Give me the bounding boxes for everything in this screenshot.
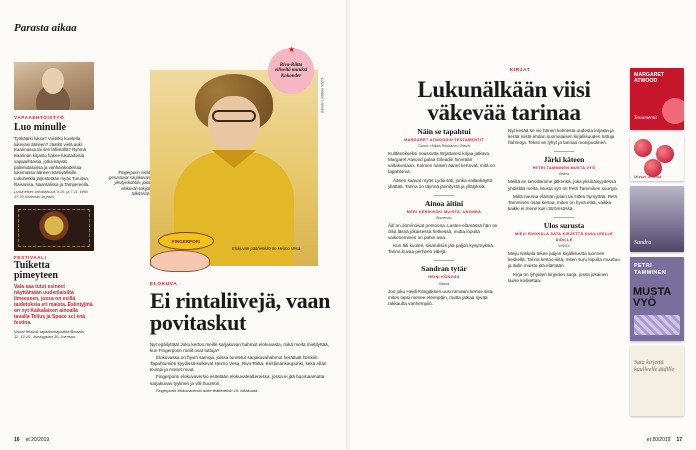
star-icon: ★ — [288, 45, 296, 54]
right-page — [348, 0, 696, 450]
book-cover-kongas — [630, 186, 684, 252]
review-paragraph: Kun äiti kuolee, sisaruksiin jää paljon kysymyksiä. Tarina kuvaa perheen välejä. — [388, 243, 495, 255]
festival-headline: Tuiketta pimeyteen — [14, 260, 58, 282]
book-title: Sandra — [634, 240, 652, 246]
book-title: MUSTA VYÖ — [633, 286, 671, 309]
book-title: Sata kirjettä kuulleelle äidille — [634, 360, 675, 373]
film-headline: Ei rintaliivejä, vaan povitaskut — [150, 288, 331, 335]
review-block — [508, 156, 620, 212]
book-cover-niskala — [630, 346, 684, 416]
divider — [554, 217, 574, 218]
book-author: MARGARET ATWOOD — [634, 72, 664, 84]
review-block — [388, 200, 500, 256]
review-block — [388, 265, 500, 306]
review-subtitle: MERI KERIKOSKI MUISTA, UNOHDA — [406, 209, 482, 214]
review-publisher: Otava — [558, 172, 570, 177]
sidebar-portrait-image — [14, 62, 94, 110]
festival-kicker: FESTIVAALI — [14, 255, 47, 261]
review-publisher: Docendo — [436, 215, 452, 220]
film-kicker: ELOKUVA — [150, 282, 178, 287]
book-cover-atwood — [630, 68, 684, 130]
book-covers — [630, 68, 690, 421]
issue-label: et 20/2019 — [25, 437, 50, 443]
berry-decoration — [634, 139, 652, 157]
books-headline: Lukunälkään viisi väkevää tarinaa — [417, 77, 591, 125]
review-block — [508, 222, 620, 284]
review-subtitle: MARGARET ATWOODIN TESTAMENTIT — [404, 138, 484, 142]
film-body — [150, 342, 336, 395]
hero-face — [208, 96, 260, 152]
sidebar-headline: Luo minulle — [14, 122, 66, 133]
review-column-1 — [388, 128, 500, 312]
film-meta: Fingerporin elokuvaversio tulee teattereihin 16. lokakuuta. — [156, 387, 259, 393]
review-paragraph: Mikä nauraa elämän jotain tai sitten hymyttää. Petri Tamminen osaa kertoa, miten on hyvä elää, vaikka kaikki ei mene kuin Strömsössä. — [508, 193, 618, 211]
review-title: Näin se tapahtui — [417, 127, 471, 136]
hero-glasses — [212, 110, 256, 122]
badge-text: Riva-Riitta eiliseltä muuksi Kokonder — [274, 62, 308, 79]
book-cover-tamminen — [630, 257, 684, 341]
section-title: Parasta aikaa — [14, 22, 77, 34]
gutter — [346, 0, 350, 450]
review-title: Järki käteen — [543, 155, 585, 165]
book-cover-kerikoski — [630, 135, 684, 181]
film-paragraph: Elokuvassa on hyvin samoja, joissa tunnetut sarjakuvahahmot heräävät henkiin. Tapahtumien kyydissä kulkevat Heimo Vesa, Rivo-Riitta, Kristiinankaupunki, sekä Allan Kumpi ja monet muut. — [150, 355, 327, 373]
review-subtitle: MIELI RUOKALA SATA KIRJETTÄ KUULLEELLE ÄIDILLE — [515, 231, 613, 243]
flower-decoration — [634, 315, 680, 335]
divider — [434, 260, 454, 261]
caption-badge — [268, 45, 314, 94]
cartoon-figure — [150, 250, 210, 272]
review-paragraph: Kulttiteokseksi noussutta Orjattaresi kirjaa jatkava Margaret Atwood palaa Gileadin hirveään valtakuntaan. Kolmen naisen äänet kertovat, mitä on tapahtunut. — [388, 151, 495, 175]
film-paragraph: Fingerporin elokuvaversio esitetään elokuvateattereissa, jossa ei jää huomaamatta sarjakuvan tyylinen ja villi huumori. — [150, 374, 325, 386]
festival-lead: Vala saa tutut esineet näyttämään uudenlaisilta ilmeeseen, jossa on esillä taidetoksia eri maista. Esiintyjinä on nyt Kaikalaisen ainoalla tavalla Tellus ja Space sci enä festina. — [14, 284, 93, 327]
review-paragraph: Joo joku Heidi Köngäksen uusi romaani kertoo siitä, miten lapsi menee eteenpäin, mutta jatkaa syvää rakkautta vanhempiin. — [388, 288, 494, 306]
festival-image — [14, 205, 94, 251]
review-publisher: Otava — [438, 281, 450, 286]
sidebar-meta: Lukuhetket: infotilaisuus 9.10. ja 7.11. kello 17.30 Kaarinan kirjasto — [14, 189, 88, 200]
cartoon-caption: Elokuvan päähenkilö on Heimo Vesa. — [232, 246, 302, 251]
sidebar-kicker: VAPAAEHTOISTYÖ — [14, 115, 65, 120]
book-title: Testamentit — [634, 116, 657, 121]
review-paragraph: Äiti on dominoivat persoona. Lasten elämässä hän on ollut läsnä jokaisessa hetkessä, mutta lopulta vaikeneminen on pahin asia. — [388, 222, 498, 241]
photo-credit: KUVA: ROBERT SEGER — [320, 78, 324, 114]
review-paragraph: Meillä on tahoillamme jälkensä, joka yksinäisyydessä yhdistää meitä. Musta vyö on Petri Tammisen suurtyö. — [508, 179, 618, 191]
petal-decoration — [662, 98, 684, 124]
page-number: 17 — [676, 437, 682, 443]
divider — [434, 195, 454, 196]
books-kicker: KIRJAT — [509, 68, 531, 73]
issue-label: et 20/2019 — [646, 437, 671, 443]
review-column-2 — [508, 128, 620, 289]
book-title: Muista, unohda — [634, 174, 662, 179]
folio-left — [14, 437, 49, 443]
sidebar — [14, 62, 94, 339]
review-block — [388, 128, 500, 190]
sidebar-body: Työkäärki luksa? Voisitko kuvitella lukevasi ääneen? Jaatkö vielä auki Kaarinassa tai sen lähistöllä? Ryhmä Kaarinan kirjasto hakee lukutaitoisia vapaaehtoisia, jotka käyvät palvelutaloissa ja vanhainkodeissa lukemassa ääneen kärsivällisille. Lukuhetkiä järjestetään myös Turussa, Raisiossa, Naantalissa ja Tampereella. — [14, 136, 90, 187]
page-number: 16 — [14, 437, 20, 443]
fingerpori-logo: FINGERPORI — [158, 232, 214, 250]
divider — [554, 151, 574, 152]
review-subtitle: PETRI TAMMINEN MUSTA VYÖ — [532, 166, 596, 171]
hero-caption: Fingerporin roolit perustuvat sarjakuvan yksityiskohtiin, joita elokuvan tekijät tulkitsivat. — [109, 170, 150, 196]
review-paragraph: Meiju Niskala tekee paljon kirjallisuutta luonnon keskellä. Tarina kertoo siitä, miten suru lopulta muuttuu ja äidin muisto jää elämään. — [508, 251, 620, 269]
book-author: PETRI TAMMINEN — [634, 263, 667, 276]
review-publisher: Suom. Hilkka Pekkanen Otava — [418, 144, 470, 149]
review-publisher: WSOY — [558, 244, 570, 249]
review-subtitle: HEINI KÖNGÄS — [428, 275, 460, 280]
festival-meta: Visual festival: tapahtumapaikka Botania 11.-12.10., Havisgatan 30, Joensuu. — [14, 329, 84, 340]
review-title: Ainoa äitini — [424, 198, 464, 208]
review-block — [508, 128, 620, 146]
review-title: Sandran tytär — [421, 264, 467, 274]
folio-right — [647, 437, 682, 443]
film-paragraph: Nyt epäilyttää! Joku kertoo meille sarjakuvan hahmot elokuvasta, mikä meitä mietityttää, kun Fingerporin roolit ovat tuttuja? — [150, 342, 329, 354]
review-title: Ulos surusta — [543, 220, 585, 230]
review-paragraph: Äänen saavat myös Lydia-täti, jonka vallankäyttö yllättää. Tarina on täynnä jännitystä ja yllätyksiä. — [388, 177, 493, 189]
review-paragraph: Nyt kesää se vie hänen kolmesta uudesta kirjasta ja kerää niistä ehdan suomalaisen kirjallisuuden tuttuja hahmoja. Teksti on lyhyt ja tarinaa monipuolinen. — [508, 128, 615, 146]
review-paragraph: Kirja on lyhyiden kirjeiden sarja, jossa jokainen lause koskettaa. — [508, 271, 608, 283]
